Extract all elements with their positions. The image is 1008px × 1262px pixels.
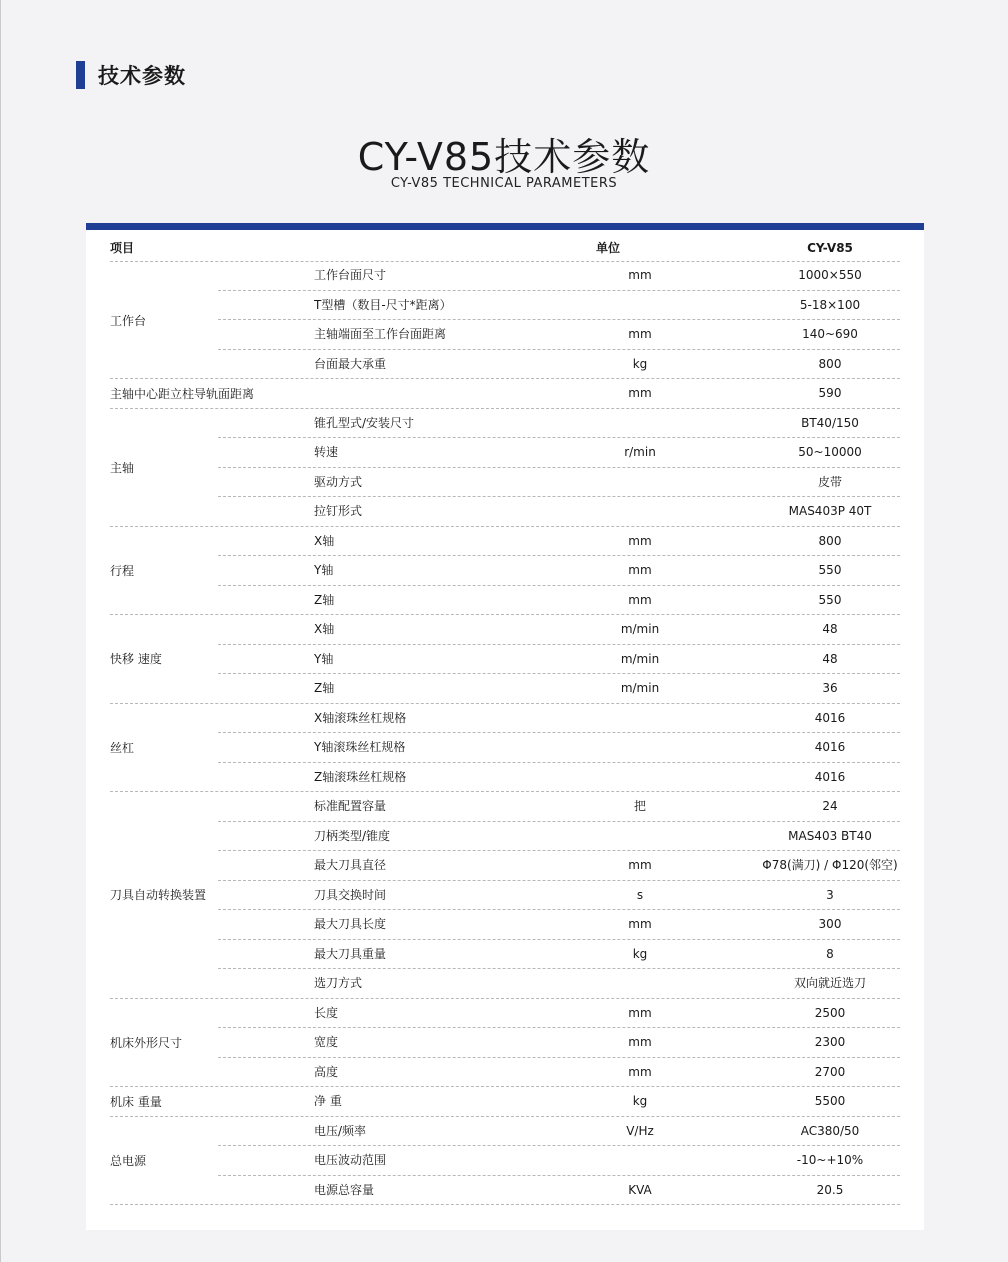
row-value: 2500 <box>814 1005 846 1020</box>
row-item: 驱动方式 <box>314 474 363 489</box>
section-header <box>76 60 186 90</box>
group-category: 主轴中心距立柱导轨面距离 <box>110 386 255 401</box>
row-item: 最大刀具长度 <box>314 917 387 931</box>
table-row <box>218 851 900 881</box>
table-accent-bar <box>86 223 924 230</box>
row-unit: kg <box>632 356 648 371</box>
table-row <box>218 497 900 527</box>
table-row <box>218 1058 900 1088</box>
row-item: 工作台面尺寸 <box>314 268 387 282</box>
parameters-table-card <box>86 223 924 1230</box>
section-accent-bar <box>76 61 85 89</box>
row-unit: 把 <box>633 799 646 813</box>
row-unit: mm <box>628 327 652 341</box>
row-value: Φ78(满刀) / Φ120(邻空) <box>762 858 898 872</box>
table-row <box>218 822 900 852</box>
row-value: -10~+10% <box>796 1153 864 1167</box>
table-row <box>218 350 900 380</box>
table-row <box>218 438 900 468</box>
row-unit: kg <box>632 946 648 961</box>
row-item: 长度 <box>314 1005 339 1020</box>
row-value: AC380/50 <box>800 1123 860 1138</box>
row-value: 50~10000 <box>798 445 862 459</box>
group-category: 丝杠 <box>110 740 135 755</box>
row-value: 550 <box>818 563 842 577</box>
row-value: 2700 <box>814 1064 846 1079</box>
page-subtitle: CY-V85 TECHNICAL PARAMETERS <box>390 176 618 191</box>
row-unit: mm <box>628 533 652 548</box>
table-row <box>218 1146 900 1176</box>
row-item: 刀具交换时间 <box>314 887 387 902</box>
row-item: Z轴 <box>314 592 335 607</box>
table-row <box>218 1176 900 1206</box>
row-unit: mm <box>628 917 652 931</box>
row-item: 拉钉形式 <box>314 504 363 518</box>
row-item: X轴 <box>314 622 335 636</box>
row-item: 净 重 <box>314 1094 342 1108</box>
row-unit: mm <box>628 1035 652 1049</box>
row-item: Y轴滚珠丝杠规格 <box>314 740 406 754</box>
row-value: 20.5 <box>816 1182 844 1197</box>
row-unit: KVA <box>628 1182 652 1197</box>
row-value: 48 <box>822 651 838 666</box>
group-category: 总电源 <box>110 1153 147 1168</box>
row-value: 140~690 <box>802 327 858 341</box>
row-value: BT40/150 <box>801 415 859 430</box>
row-item: Y轴 <box>314 563 334 577</box>
row-unit: mm <box>628 386 652 400</box>
group-category: 行程 <box>110 563 135 578</box>
row-item: 标准配置容量 <box>314 799 387 813</box>
row-unit: mm <box>628 858 652 872</box>
table-row <box>218 733 900 763</box>
row-item: T型槽（数目-尺寸*距离） <box>314 297 452 312</box>
row-value: 3 <box>826 887 834 902</box>
row-value: 皮带 <box>817 474 842 489</box>
page-title: CY-V85技术参数 <box>357 135 651 179</box>
table-row <box>218 645 900 675</box>
table-row <box>218 527 900 557</box>
table-row <box>218 792 900 822</box>
row-item: 刀柄类型/锥度 <box>314 828 391 843</box>
table-row <box>218 615 900 645</box>
table-row <box>218 1087 900 1117</box>
group-category: 刀具自动转换装置 <box>110 888 207 903</box>
section-title: 技术参数 <box>98 64 186 88</box>
table-row <box>218 320 900 350</box>
table-row <box>218 586 900 616</box>
row-unit: mm <box>628 268 652 282</box>
table-row <box>218 910 900 940</box>
row-item: Y轴 <box>314 651 334 666</box>
row-value: 4016 <box>814 769 846 784</box>
table-row <box>218 261 900 291</box>
row-item: 电压波动范围 <box>314 1153 387 1167</box>
group-category: 快移 速度 <box>110 652 162 667</box>
table-row <box>218 674 900 704</box>
table-header <box>86 235 924 261</box>
row-unit: mm <box>628 592 652 607</box>
row-value: 36 <box>822 681 838 695</box>
row-value: 48 <box>822 622 838 636</box>
row-unit: m/min <box>620 622 660 636</box>
row-unit: s <box>636 887 644 902</box>
header-unit: 单位 <box>595 241 620 255</box>
group-category: 工作台 <box>110 313 147 328</box>
row-item: X轴滚珠丝杠规格 <box>314 710 407 725</box>
row-item: 宽度 <box>314 1035 339 1049</box>
row-value: 4016 <box>814 710 846 725</box>
row-item: 高度 <box>314 1064 339 1079</box>
header-item: 项目 <box>110 241 135 255</box>
row-item: 电压/频率 <box>314 1123 367 1138</box>
row-unit: kg <box>632 1094 648 1108</box>
row-item: Z轴 <box>314 681 335 695</box>
row-item: X轴 <box>314 533 335 548</box>
row-unit: mm <box>628 1064 652 1079</box>
row-unit: V/Hz <box>626 1123 654 1138</box>
row-value: 5-18×100 <box>799 297 861 312</box>
row-item: 转速 <box>314 445 339 459</box>
row-value: 800 <box>818 533 842 548</box>
table-row <box>218 940 900 970</box>
table-row <box>218 1028 900 1058</box>
row-unit: r/min <box>624 445 656 459</box>
row-value: 4016 <box>814 740 846 754</box>
group-category: 机床外形尺寸 <box>110 1035 183 1050</box>
row-value: 300 <box>818 917 842 931</box>
row-value: 550 <box>818 592 842 607</box>
table-row <box>218 468 900 498</box>
row-item: 锥孔型式/安装尺寸 <box>314 415 415 430</box>
row-value: 2300 <box>814 1035 846 1049</box>
group-category: 机床 重量 <box>110 1094 162 1109</box>
table-row <box>218 409 900 439</box>
table-row <box>218 556 900 586</box>
row-value: MAS403 BT40 <box>788 828 872 843</box>
row-value: 双向就近选刀 <box>793 976 866 990</box>
row-item: 台面最大承重 <box>314 356 387 371</box>
row-value: 800 <box>818 356 842 371</box>
row-value: 24 <box>822 799 838 813</box>
row-value: MAS403P 40T <box>788 504 872 518</box>
row-item: 最大刀具直径 <box>314 858 387 872</box>
table-row <box>218 999 900 1029</box>
row-unit: mm <box>628 563 652 577</box>
row-item: 最大刀具重量 <box>314 946 387 961</box>
row-unit: m/min <box>620 681 660 695</box>
table-row <box>218 291 900 321</box>
row-value: 590 <box>818 386 842 400</box>
header-model: CY-V85 <box>807 241 853 255</box>
row-unit: m/min <box>620 651 660 666</box>
table-row <box>218 1117 900 1147</box>
row-value: 1000×550 <box>798 268 862 282</box>
row-value: 5500 <box>814 1094 846 1108</box>
row-item: 主轴端面至工作台面距离 <box>314 327 447 341</box>
row-value: 8 <box>826 946 834 961</box>
table-row <box>218 969 900 999</box>
table-row <box>218 379 900 409</box>
table-row <box>218 704 900 734</box>
row-unit: mm <box>628 1005 652 1020</box>
table-row <box>218 881 900 911</box>
row-item: 电源总容量 <box>314 1182 375 1197</box>
group-category: 主轴 <box>110 460 135 475</box>
row-item: 选刀方式 <box>314 976 363 990</box>
row-item: Z轴滚珠丝杠规格 <box>314 769 407 784</box>
table-row <box>218 763 900 793</box>
